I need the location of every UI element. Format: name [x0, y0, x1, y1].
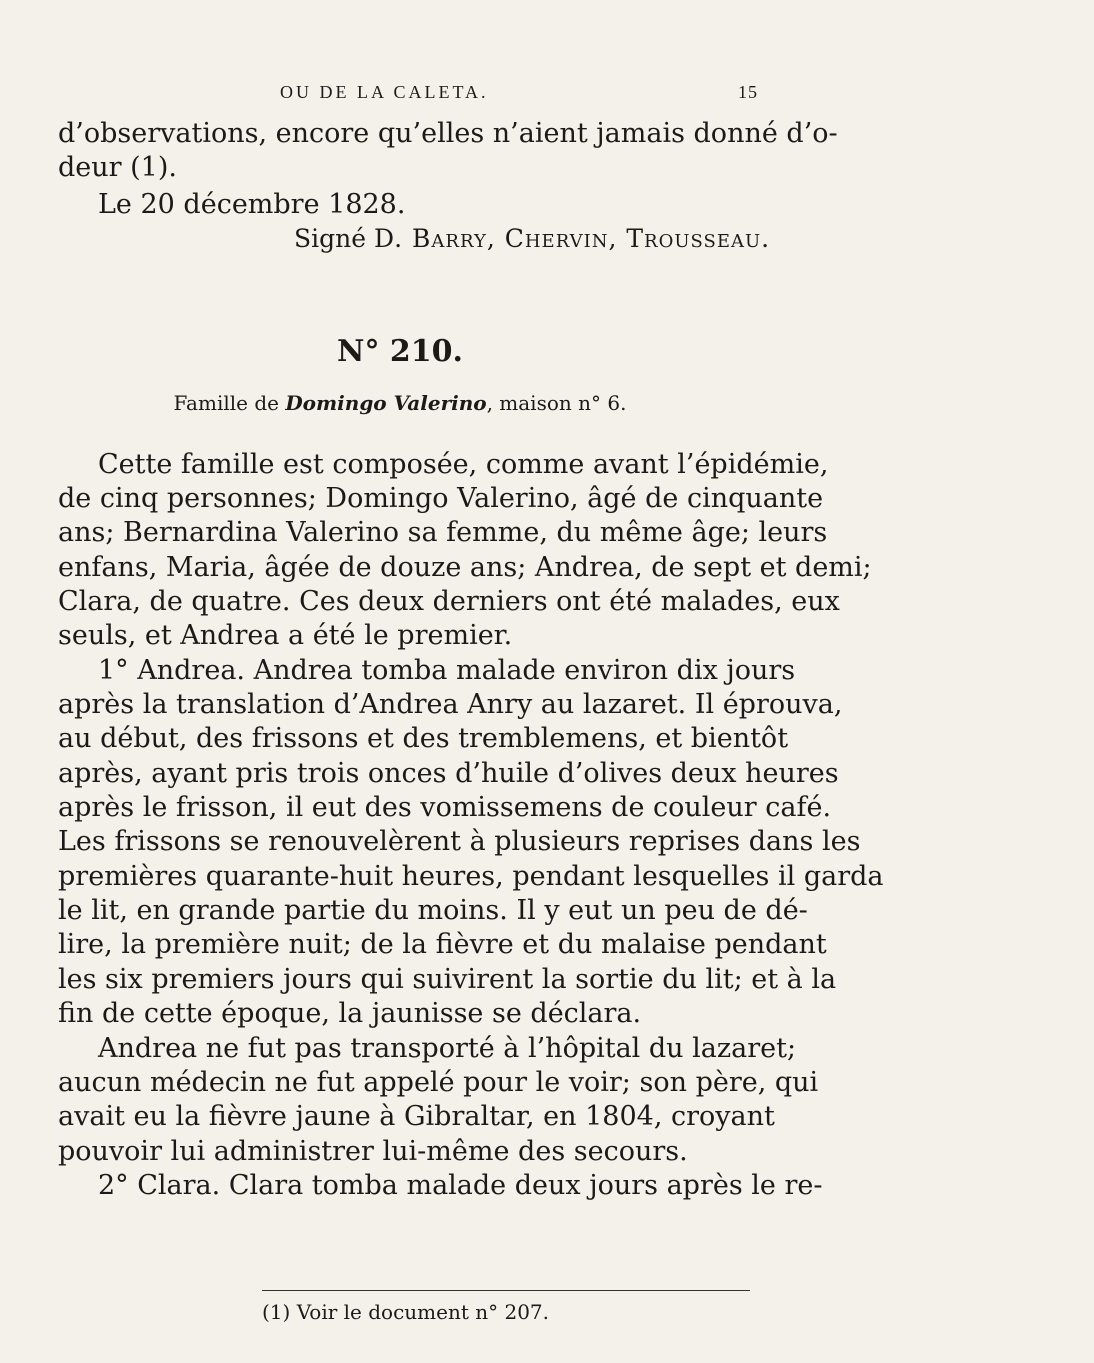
- paragraph-1-line-1: Cette famille est composée, comme avant l’épidémie,: [98, 449, 829, 480]
- paragraph-2-line-6: Les frissons se renouvelèrent à plusieurs reprises dans les: [58, 826, 861, 857]
- paragraph-3-line-4: pouvoir lui administrer lui-même des secours.: [58, 1136, 688, 1167]
- paragraph-2-line-1: 1° Andrea. Andrea tomba malade environ dix jours: [98, 655, 796, 686]
- family-suffix: , maison n° 6.: [486, 391, 627, 415]
- paragraph-1-line-4: enfans, Maria, âgée de douze ans; Andrea, de sept et demi;: [58, 552, 872, 583]
- signed-prefix: Signé: [294, 224, 367, 253]
- paragraph-2-line-11: fin de cette époque, la jaunisse se déclara.: [58, 998, 642, 1029]
- paragraph-1-line-6: seuls, et Andrea a été le premier.: [58, 620, 513, 651]
- paragraph-2-line-9: lire, la première nuit; de la fièvre et du malaise pendant: [58, 929, 827, 960]
- page-number: 15: [738, 82, 758, 102]
- paragraph-3-line-3: avait eu la fièvre jaune à Gibraltar, en 1804, croyant: [58, 1101, 775, 1132]
- paragraph-1-line-2: de cinq personnes; Domingo Valerino, âgé de cinquante: [58, 483, 824, 514]
- signature-line: [294, 222, 1094, 256]
- entry-title: N° 210.: [337, 334, 463, 369]
- paragraph-2-line-7: premières quarante-huit heures, pendant lesquelles il garda: [58, 861, 884, 892]
- family-prefix: Famille de: [173, 391, 279, 415]
- paragraph-3-line-2: aucun médecin ne fut appelé pour le voir; son père, qui: [58, 1067, 819, 1098]
- family-name: Domingo Valerino: [285, 391, 487, 415]
- paragraph-2-line-3: au début, des frissons et des tremblemens, et bientôt: [58, 723, 789, 754]
- paragraph-1-line-5: Clara, de quatre. Ces deux derniers ont été malades, eux: [58, 586, 840, 617]
- letter-date: Le 20 décembre 1828.: [98, 189, 406, 220]
- footnote: (1) Voir le document n° 207.: [262, 1300, 550, 1324]
- paragraph-1-line-3: ans; Bernardina Valerino sa femme, du même âge; leurs: [58, 517, 828, 548]
- paragraph-2-line-5: après le frisson, il eut des vomissemens de couleur café.: [58, 792, 832, 823]
- family-heading: [0, 391, 800, 415]
- paragraph-4-line-1: 2° Clara. Clara tomba malade deux jours après le re-: [98, 1170, 823, 1201]
- paragraph-2-line-2: après la translation d’Andrea Anry au lazaret. Il éprouva,: [58, 689, 843, 720]
- paragraph-2-line-8: le lit, en grande partie du moins. Il y eut un peu de dé-: [58, 895, 808, 926]
- running-header: [0, 82, 800, 108]
- paragraph-3-line-1: Andrea ne fut pas transporté à l’hôpital du lazaret;: [98, 1033, 797, 1064]
- preceding-line-1: d’observations, encore qu’elles n’aient jamais donné d’o-: [58, 118, 838, 149]
- footnote-rule: [262, 1290, 750, 1291]
- preceding-line-2: deur (1).: [58, 152, 177, 183]
- signatories: D. Barry, Chervin, Trousseau.: [373, 224, 771, 253]
- paragraph-2-line-10: les six premiers jours qui suivirent la sortie du lit; et à la: [58, 964, 837, 995]
- running-title: OU DE LA CALETA.: [280, 82, 489, 102]
- paragraph-2-line-4: après, ayant pris trois onces d’huile d’olives deux heures: [58, 758, 839, 789]
